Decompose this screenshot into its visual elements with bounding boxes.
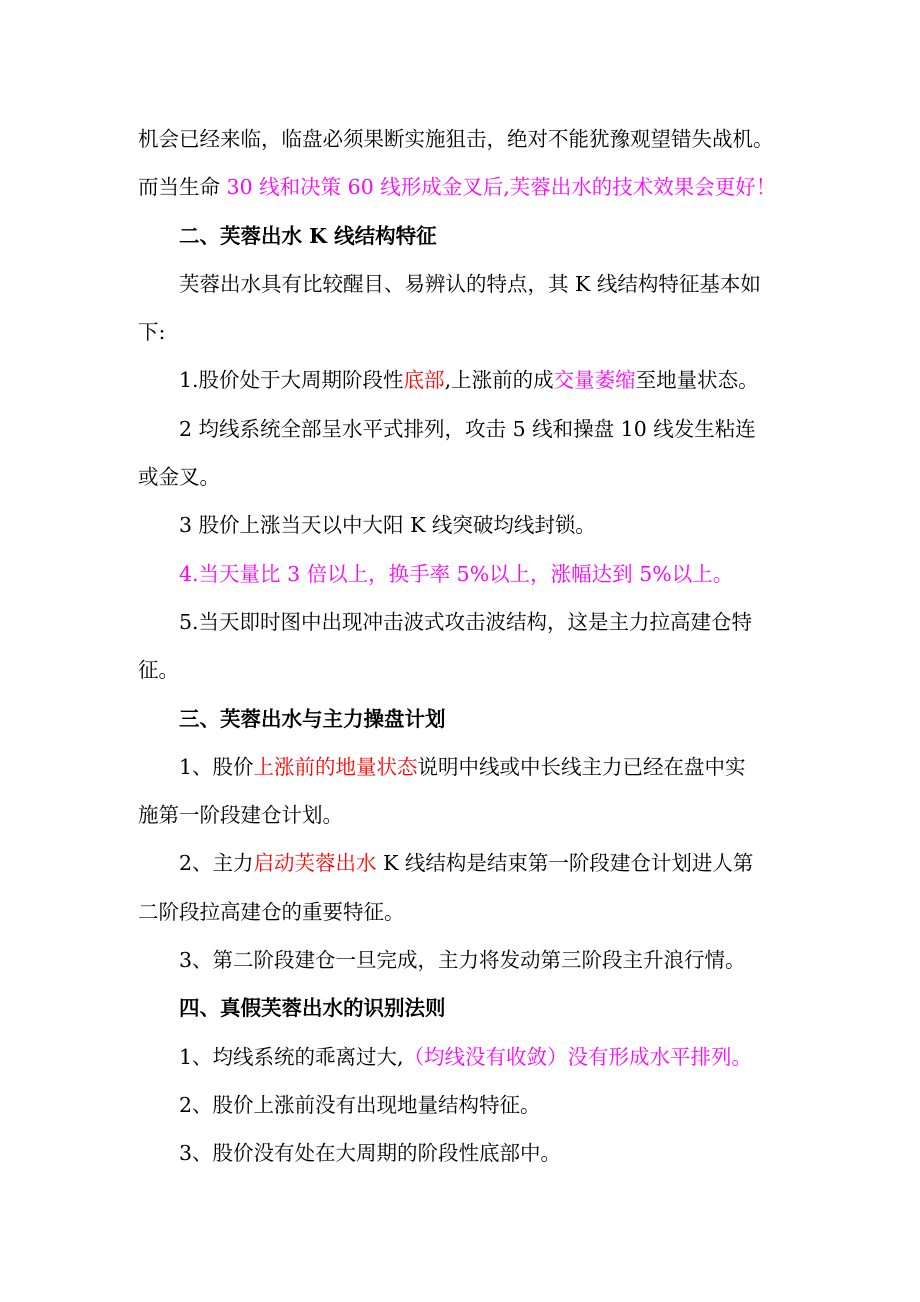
section2-item-5-text-2: 征。 [138,658,179,683]
intro-line-1 [138,115,788,163]
section2-item-2-text-2: 或金叉。 [138,465,220,490]
section2-heading [138,212,788,260]
section3-item-1-line-1 [138,743,788,791]
section2-item-1-highlight-bottom: 底部 [403,368,445,393]
section3-item-2-line-2 [138,888,788,936]
section2-item-1-highlight-volume: 交量萎缩 [553,368,636,393]
section3-item-1-text-a: 1、股价 [179,754,254,779]
section4-item-1-text-a: 1、均线系统的乖离过大, [179,1044,404,1069]
section2-item-1-text-c: ,上涨前的成 [444,368,554,393]
section3-item-2-highlight: 启动芙蓉出水 [253,851,377,876]
section4-item-1-highlight: （均线没有收敛）没有形成水平排列。 [403,1044,753,1069]
section3-item-3-text: 3、第二阶段建仓一旦完成，主力将发动第三阶段主升浪行情。 [179,948,746,973]
section2-item-1-text-e: 至地量状态。 [635,368,759,393]
section3-item-2-text-a: 2、主力 [179,851,254,876]
section4-item-2-text: 2、股价上涨前没有出现地量结构特征。 [179,1092,541,1117]
section2-intro-line-1 [138,260,788,308]
section3-item-2-text-c: K 线结构是结束第一阶段建仓计划进人第 [376,851,754,876]
section2-intro-line-2 [138,308,788,356]
section2-item-3 [138,501,788,549]
section3-item-2-text-2: 二阶段拉高建仓的重要特征。 [138,899,405,924]
section4-item-1 [138,1033,788,1081]
section3-heading [138,695,788,743]
section2-intro-text-1: 芙蓉出水具有比较醒目、易辨认的特点，其 K 线结构特征基本如 [179,271,761,296]
section2-item-2-line-2 [138,453,788,501]
section3-item-1-text-c: 说明中线或中长线主力已经在盘中实 [417,754,746,779]
section2-item-5-text-1: 5.当天即时图中出现冲击波式攻击波结构，这是主力拉高建仓特 [179,609,753,634]
section2-intro-text-2: 下: [138,320,166,345]
section3-heading-text: 三、芙蓉出水与主力操盘计划 [179,706,446,731]
section4-item-2 [138,1081,788,1129]
section3-item-2-line-1 [138,839,788,887]
section3-item-1-line-2 [138,791,788,839]
document-body [138,115,788,1178]
section2-item-1 [138,356,788,404]
section4-item-3 [138,1129,788,1177]
section3-item-1-highlight: 上涨前的地量状态 [253,754,418,779]
section4-item-3-text: 3、股价没有处在大周期的阶段性底部中。 [179,1141,562,1166]
section3-item-1-text-2: 施第一阶段建仓计划。 [138,803,343,828]
section2-item-2-text-1: 2 均线系统全部呈水平式排列，攻击 5 线和操盘 10 线发生粘连 [179,416,756,441]
intro-text-2a: 而当生命 [138,175,227,200]
section2-item-4 [138,550,788,598]
intro-line-2 [138,163,788,211]
intro-highlight-golden-cross: 30 线和决策 60 线形成金叉后,芙蓉出水的技术效果会更好！ [226,175,777,200]
section4-heading-text: 四、真假芙蓉出水的识别法则 [179,996,446,1021]
section2-item-2-line-1 [138,405,788,453]
section2-item-3-text: 3 股价上涨当天以中大阳 K 线突破均线封锁。 [179,513,596,538]
section4-heading [138,984,788,1032]
section2-item-4-text: 4.当天量比 3 倍以上，换手率 5%以上，涨幅达到 5%以上。 [179,561,734,586]
section2-heading-text: 二、芙蓉出水 K 线结构特征 [179,223,437,248]
section2-item-1-text-a: 1.股价处于大周期阶段性 [179,368,404,393]
intro-text-1: 机会已经来临，临盘必须果断实施狙击，绝对不能犹豫观望错失战机。 [138,127,774,151]
section2-item-5-line-1 [138,598,788,646]
section3-item-3 [138,936,788,984]
section2-item-5-line-2 [138,646,788,694]
